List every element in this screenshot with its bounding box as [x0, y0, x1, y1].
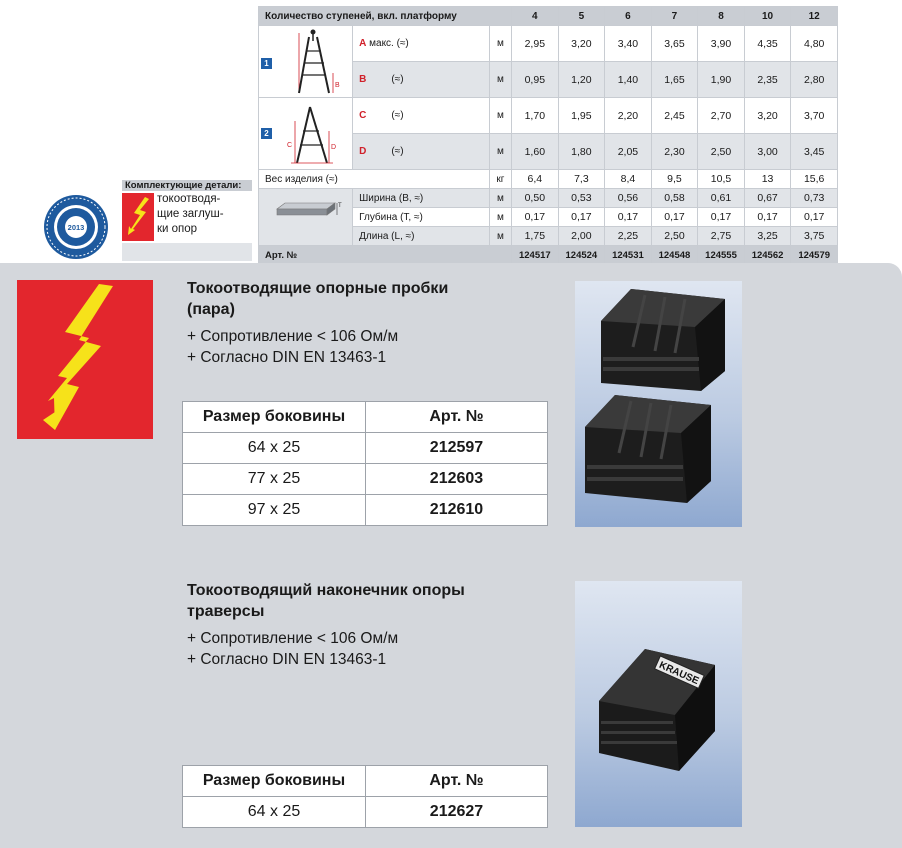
- product-1-photo: [575, 281, 742, 527]
- seal-year: 2013: [67, 223, 85, 232]
- steps-col: 6: [605, 7, 652, 26]
- steps-col: 12: [791, 7, 838, 26]
- unit-cell: м: [489, 208, 511, 227]
- unit-cell: м: [489, 98, 511, 134]
- plug-bottom: [585, 395, 711, 503]
- row-label: C (≈): [353, 98, 490, 134]
- value-cell: 4,80: [791, 26, 838, 62]
- value-cell: 3,75: [791, 227, 838, 246]
- value-cell: 0,17: [651, 208, 698, 227]
- value-cell: 3,20: [744, 98, 791, 134]
- spec-row-a: [259, 26, 838, 62]
- art-cell: 212627: [366, 797, 548, 828]
- accessories-title: Комплектующие детали:: [122, 180, 252, 191]
- col-art-header: Арт. №: [366, 766, 548, 797]
- product-2-features: [187, 628, 547, 670]
- art-cell: 124555: [698, 246, 745, 265]
- steps-header-label: Количество ступеней, вкл. платформу: [259, 7, 512, 26]
- accessories-line: ки опор: [157, 223, 198, 235]
- value-cell: 0,56: [605, 189, 652, 208]
- diagram-letter-t: T: [338, 203, 342, 209]
- size-cell: 77 x 25: [183, 464, 366, 495]
- value-cell: 2,30: [651, 134, 698, 170]
- value-cell: 3,70: [791, 98, 838, 134]
- value-cell: 0,58: [651, 189, 698, 208]
- value-cell: 2,50: [651, 227, 698, 246]
- value-cell: 0,53: [558, 189, 605, 208]
- value-cell: 2,70: [698, 98, 745, 134]
- product-title-line: траверсы: [187, 603, 265, 620]
- product-1-title: [187, 278, 547, 320]
- art-cell: 124579: [791, 246, 838, 265]
- value-cell: 2,95: [512, 26, 559, 62]
- value-cell: 1,90: [698, 62, 745, 98]
- product-title-line: Токоотводящие опорные пробки: [187, 280, 449, 297]
- steps-col: 5: [558, 7, 605, 26]
- high-voltage-icon: [17, 280, 153, 439]
- value-cell: 2,80: [791, 62, 838, 98]
- value-cell: 3,90: [698, 26, 745, 62]
- foot-plugs-image: [575, 281, 742, 527]
- unit-cell: м: [489, 227, 511, 246]
- unit-cell: м: [489, 189, 511, 208]
- ladder-diagram-icon: [277, 101, 347, 167]
- group-badge-2: 2: [261, 128, 272, 139]
- table-header-row: [183, 766, 548, 797]
- value-cell: 0,61: [698, 189, 745, 208]
- value-cell: 1,80: [558, 134, 605, 170]
- value-cell: 0,17: [558, 208, 605, 227]
- product-2-photo: [575, 581, 742, 827]
- value-cell: 0,17: [512, 208, 559, 227]
- brand-logo: KRAUSE: [657, 659, 701, 688]
- value-cell: 0,50: [512, 189, 559, 208]
- spec-row-c: [259, 98, 838, 134]
- unit-cell: м: [489, 134, 511, 170]
- size-cell: 64 x 25: [183, 797, 366, 828]
- product-2-table: [182, 765, 548, 828]
- spec-header-row: [259, 7, 838, 26]
- unit-cell: м: [489, 26, 511, 62]
- weight-label: Вес изделия (≈): [259, 170, 490, 189]
- value-cell: 3,65: [651, 26, 698, 62]
- box-diagram: [259, 189, 353, 246]
- quality-seal-icon: [42, 193, 110, 261]
- group-badge-1: 1: [261, 58, 272, 69]
- col-size-header: Размер боковины: [183, 766, 366, 797]
- value-cell: 13: [744, 170, 791, 189]
- art-cell: 124562: [744, 246, 791, 265]
- feature-line: + Сопротивление < 106 Ом/м: [187, 630, 399, 647]
- value-cell: 0,17: [698, 208, 745, 227]
- col-art-header: Арт. №: [366, 402, 548, 433]
- art-label: Арт. №: [259, 246, 512, 265]
- art-cell: 212597: [366, 433, 548, 464]
- value-cell: 0,95: [512, 62, 559, 98]
- value-cell: 0,17: [744, 208, 791, 227]
- value-cell: 0,17: [791, 208, 838, 227]
- value-cell: 2,45: [651, 98, 698, 134]
- feature-line: + Согласно DIN EN 13463-1: [187, 349, 387, 366]
- dim-label: Глубина (T, ≈): [353, 208, 490, 227]
- product-2-title: [187, 580, 547, 622]
- steps-col: 7: [651, 7, 698, 26]
- value-cell: 0,73: [791, 189, 838, 208]
- value-cell: 2,20: [605, 98, 652, 134]
- value-cell: 2,05: [605, 134, 652, 170]
- row-label: A макс. (≈): [353, 26, 490, 62]
- diagram-letter-c: C: [287, 142, 293, 149]
- table-row: [183, 464, 548, 495]
- value-cell: 1,95: [558, 98, 605, 134]
- dim-label: Ширина (B, ≈): [353, 189, 490, 208]
- value-cell: 15,6: [791, 170, 838, 189]
- row-label: D (≈): [353, 134, 490, 170]
- table-header-row: [183, 402, 548, 433]
- table-row: [183, 495, 548, 526]
- value-cell: 2,50: [698, 134, 745, 170]
- high-voltage-icon: [122, 193, 154, 241]
- art-cell: 124517: [512, 246, 559, 265]
- steps-col: 8: [698, 7, 745, 26]
- art-cell: 212610: [366, 495, 548, 526]
- size-cell: 64 x 25: [183, 433, 366, 464]
- ladder-diagram-1: [259, 26, 353, 98]
- value-cell: 0,67: [744, 189, 791, 208]
- diagram-letter-b: B: [335, 82, 340, 89]
- value-cell: 0,17: [605, 208, 652, 227]
- value-cell: 1,40: [605, 62, 652, 98]
- value-cell: 3,25: [744, 227, 791, 246]
- col-size-header: Размер боковины: [183, 402, 366, 433]
- spec-table: [258, 6, 838, 265]
- size-cell: 97 x 25: [183, 495, 366, 526]
- steps-col: 4: [512, 7, 559, 26]
- value-cell: 1,75: [512, 227, 559, 246]
- accessories-line: токоотводя-: [157, 193, 221, 205]
- value-cell: 7,3: [558, 170, 605, 189]
- steps-col: 10: [744, 7, 791, 26]
- value-cell: 1,20: [558, 62, 605, 98]
- spec-row-width: [259, 189, 838, 208]
- value-cell: 3,45: [791, 134, 838, 170]
- art-cell: 212603: [366, 464, 548, 495]
- traverse-cap-image: [575, 581, 742, 827]
- value-cell: 8,4: [605, 170, 652, 189]
- value-cell: 2,00: [558, 227, 605, 246]
- art-cell: 124524: [558, 246, 605, 265]
- value-cell: 1,70: [512, 98, 559, 134]
- accessories-footer-band: [122, 243, 252, 261]
- value-cell: 4,35: [744, 26, 791, 62]
- spec-row-art: [259, 246, 838, 265]
- plug-top: [601, 289, 725, 391]
- box-dimension-icon: [273, 199, 343, 227]
- value-cell: 2,35: [744, 62, 791, 98]
- value-cell: 6,4: [512, 170, 559, 189]
- value-cell: 1,60: [512, 134, 559, 170]
- product-title-line: Токоотводящий наконечник опоры: [187, 582, 465, 599]
- diagram-letter-d: D: [331, 144, 337, 151]
- table-row: [183, 433, 548, 464]
- art-cell: 124531: [605, 246, 652, 265]
- product-1-table: [182, 401, 548, 526]
- unit-cell: кг: [489, 170, 511, 189]
- value-cell: 2,25: [605, 227, 652, 246]
- feature-line: + Согласно DIN EN 13463-1: [187, 651, 387, 668]
- accessories-text: [157, 192, 252, 237]
- value-cell: 9,5: [651, 170, 698, 189]
- unit-cell: м: [489, 62, 511, 98]
- ladder-diagram-icon: [277, 29, 347, 95]
- product-title-line: (пара): [187, 301, 235, 318]
- art-cell: 124548: [651, 246, 698, 265]
- spec-row-weight: [259, 170, 838, 189]
- value-cell: 1,65: [651, 62, 698, 98]
- value-cell: 3,40: [605, 26, 652, 62]
- value-cell: 3,20: [558, 26, 605, 62]
- dim-label: Длина (L, ≈): [353, 227, 490, 246]
- value-cell: 3,00: [744, 134, 791, 170]
- ladder-diagram-2: [259, 98, 353, 170]
- value-cell: 2,75: [698, 227, 745, 246]
- feature-line: + Сопротивление < 106 Ом/м: [187, 328, 399, 345]
- table-row: [183, 797, 548, 828]
- product-1-features: [187, 326, 547, 368]
- accessories-line: щие заглуш-: [157, 208, 224, 220]
- value-cell: 10,5: [698, 170, 745, 189]
- row-label: B (≈): [353, 62, 490, 98]
